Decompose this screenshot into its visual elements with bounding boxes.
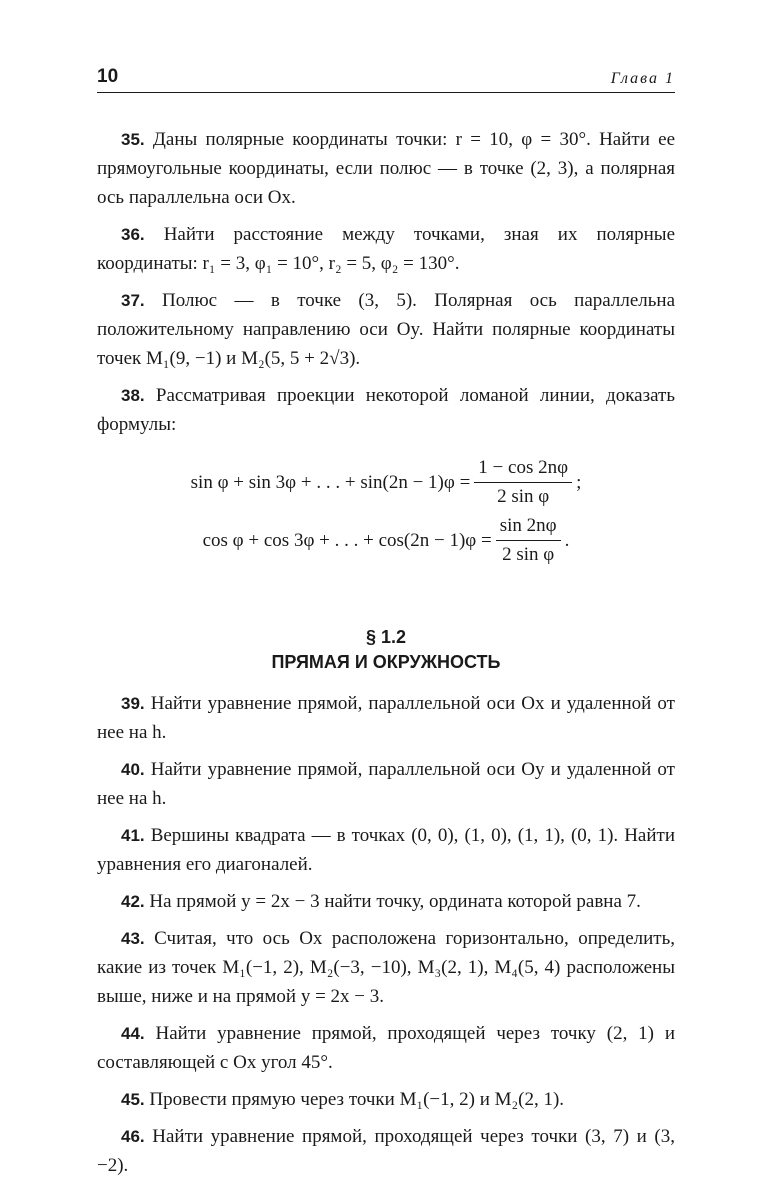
- problem-text: Найти уравнение прямой, параллельной оси Ox и удаленной от нее на h.: [97, 693, 675, 743]
- problem-text: Полюс — в точке (3, 5). Полярная ось параллельна положительному направлению оси Oy. Найти полярные координаты точек M₁(9, −1) и M₂(5, 5 + 2√3).: [97, 290, 676, 369]
- formula-punct: ;: [576, 471, 582, 493]
- problem-43: [97, 924, 675, 1011]
- page-number: 10: [97, 66, 119, 87]
- page-header: [97, 62, 675, 93]
- fraction-numerator: sin 2nφ: [496, 514, 561, 541]
- problem-number: 44.: [121, 1024, 145, 1043]
- problem-41: [97, 821, 675, 879]
- formula-sin: [97, 453, 675, 511]
- problem-40: [97, 755, 675, 813]
- problem-number: 43.: [121, 929, 145, 948]
- section-title: ПРЯМАЯ И ОКРУЖНОСТЬ: [271, 652, 501, 672]
- problem-38: [97, 381, 675, 439]
- problem-text: Вершины квадрата — в точках (0, 0), (1, 0), (1, 1), (0, 1). Найти уравнения его диагоналей.: [97, 825, 676, 875]
- problem-number: 40.: [121, 760, 145, 779]
- fraction-denominator: 2 sin φ: [502, 543, 555, 565]
- fraction-cos: [496, 514, 561, 567]
- formula-sin-left: sin φ + sin 3φ + . . . + sin(2n − 1)φ =: [190, 471, 471, 493]
- problem-text: Найти уравнение прямой, параллельной оси Oy и удаленной от нее на h.: [97, 759, 675, 809]
- problem-42: [97, 887, 675, 916]
- problem-text: Найти уравнение прямой, проходящей через точки (3, 7) и (3, −2).: [97, 1126, 675, 1176]
- formula-block: [97, 453, 675, 569]
- problem-number: 38.: [121, 386, 145, 405]
- problem-46: [97, 1122, 675, 1180]
- page-content: [97, 125, 675, 1180]
- problem-text: Даны полярные координаты точки: r = 10, φ = 30°. Найти ее прямоугольные координаты, если полюс — в точке (2, 3), а полярная ось параллельна оси Ox.: [97, 129, 676, 208]
- formula-cos-left: cos φ + cos 3φ + . . . + cos(2n − 1)φ =: [202, 529, 492, 551]
- problem-35: [97, 125, 675, 212]
- problem-text: Найти уравнение прямой, проходящей через точку (2, 1) и составляющей с Ox угол 45°.: [97, 1023, 675, 1073]
- formula-punct: .: [564, 529, 570, 551]
- problem-text: Рассматривая проекции некоторой ломаной линии, доказать формулы:: [97, 385, 675, 435]
- problem-text: Провести прямую через точки M₁(−1, 2) и M₂(2, 1).: [149, 1089, 565, 1110]
- fraction-sin: [474, 456, 572, 509]
- problem-number: 42.: [121, 892, 145, 911]
- problem-text: Найти расстояние между точками, зная их полярные координаты: r₁ = 3, φ₁ = 10°, r₂ = 5, φ₂ = 130°.: [97, 224, 676, 274]
- problem-number: 35.: [121, 130, 145, 149]
- problem-number: 39.: [121, 694, 145, 713]
- problem-text: На прямой y = 2x − 3 найти точку, ордината которой равна 7.: [149, 891, 641, 912]
- problem-45: [97, 1085, 675, 1114]
- problem-text: Считая, что ось Ox расположена горизонтально, определить, какие из точек M₁(−1, 2), M₂(−3, −10), M₃(2, 1), M₄(5, 4) расположены выше, ниже и на прямой y = 2x − 3.: [97, 928, 676, 1007]
- problem-37: [97, 286, 675, 373]
- chapter-title: Глава 1: [610, 70, 675, 87]
- problem-36: [97, 220, 675, 278]
- problem-number: 45.: [121, 1090, 145, 1109]
- problem-44: [97, 1019, 675, 1077]
- problem-number: 37.: [121, 291, 145, 310]
- problem-number: 41.: [121, 826, 145, 845]
- section-number: § 1.2: [365, 627, 407, 647]
- problem-39: [97, 689, 675, 747]
- problem-number: 36.: [121, 225, 145, 244]
- fraction-numerator: 1 − cos 2nφ: [474, 456, 572, 483]
- problem-number: 46.: [121, 1127, 145, 1146]
- formula-cos: [97, 511, 675, 569]
- page: [97, 62, 675, 1188]
- fraction-denominator: 2 sin φ: [497, 485, 550, 507]
- section-heading: [97, 625, 675, 675]
